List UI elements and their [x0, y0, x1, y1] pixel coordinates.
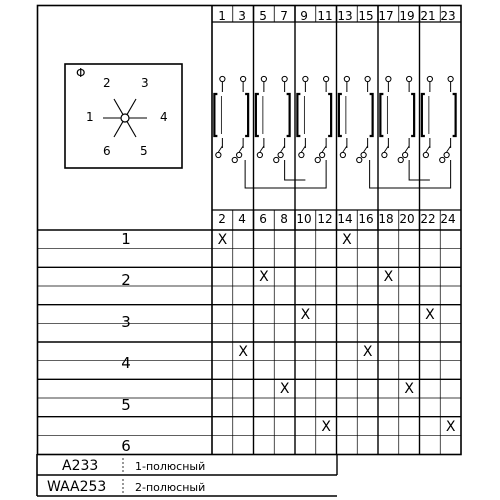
switch-diagram: Φ 1 2 3 4 5 6 1 3 5 7 9 11 13 15 17 19 21 23 2 4 6 8 10 12 14 16 18 20 22 24 1 2 3 4 5 6 X X X X X X X X X X X X A233 1-полюсный WAA253 2-полюсный [0, 0, 500, 500]
contact-terminal [257, 152, 262, 157]
contact-terminal [344, 76, 349, 81]
contact-lead [239, 146, 243, 152]
contact-terminal [261, 76, 266, 81]
contact-lead [260, 146, 264, 152]
contact-lead [426, 146, 430, 152]
contact-bridge [256, 94, 259, 136]
contact-lead [405, 146, 409, 152]
contact-terminal [357, 157, 362, 162]
contact-terminal [440, 157, 445, 162]
contact-bridge [214, 94, 217, 136]
contact-bridge [422, 94, 425, 136]
dial-position-5: 5 [140, 144, 148, 158]
contact-terminal [216, 152, 221, 157]
contact-terminal [324, 76, 329, 81]
contact-terminal [274, 157, 279, 162]
contact-terminal [315, 157, 320, 162]
dial-position-4: 4 [160, 110, 168, 124]
model-poles-2: 2-полюсный [135, 481, 206, 494]
contact-lead [218, 146, 222, 152]
dial-spoke [114, 121, 123, 137]
contact-terminal [282, 76, 287, 81]
contact-terminal [423, 152, 428, 157]
table-grid [37, 5, 461, 496]
contact-terminal [448, 76, 453, 81]
model-code-1: A233 [62, 458, 99, 474]
contact-bridge [287, 94, 290, 136]
dial-position-6: 6 [103, 144, 111, 158]
contact-terminal [320, 152, 325, 157]
contact-terminal [427, 76, 432, 81]
contact-terminal [232, 157, 237, 162]
contact-terminal [220, 76, 225, 81]
contact-bridge [328, 94, 331, 136]
contact-lead [447, 146, 451, 152]
model-poles-1: 1-полюсный [135, 460, 206, 473]
contact-lead [301, 146, 305, 152]
contact-bridge [380, 94, 383, 136]
contact-terminal [365, 76, 370, 81]
dial-position-3: 3 [141, 76, 149, 90]
contact-terminal [241, 76, 246, 81]
dial-center [121, 114, 129, 122]
dial-position-1: 1 [86, 110, 94, 124]
dial-spoke [114, 99, 123, 115]
contact-terminal [303, 76, 308, 81]
dial-position-2: 2 [103, 76, 111, 90]
dial-symbol: Φ [76, 66, 86, 80]
contact-lead [364, 146, 368, 152]
contact-terminal [382, 152, 387, 157]
contact-lead [384, 146, 388, 152]
contact-terminal [398, 157, 403, 162]
contact-bridge [297, 94, 300, 136]
contact-bridge [339, 94, 342, 136]
contact-bridge [245, 94, 248, 136]
deck-interconnect [370, 160, 451, 188]
deck-interconnect [245, 160, 326, 188]
model-code-2: WAA253 [47, 479, 107, 495]
contact-terminal [403, 152, 408, 157]
contact-terminal [340, 152, 345, 157]
contact-bridge [370, 94, 373, 136]
dial-spoke [127, 121, 136, 137]
contact-terminal [386, 76, 391, 81]
contact-terminal [444, 152, 449, 157]
contact-lead [343, 146, 347, 152]
contact-terminal [278, 152, 283, 157]
contact-terminal [237, 152, 242, 157]
contact-lead [281, 146, 285, 152]
contact-bridge [411, 94, 414, 136]
dial-spoke [127, 99, 136, 115]
contact-terminal [361, 152, 366, 157]
contact-lead [322, 146, 326, 152]
contact-bridge [453, 94, 456, 136]
contact-terminal [407, 76, 412, 81]
contact-terminal [299, 152, 304, 157]
